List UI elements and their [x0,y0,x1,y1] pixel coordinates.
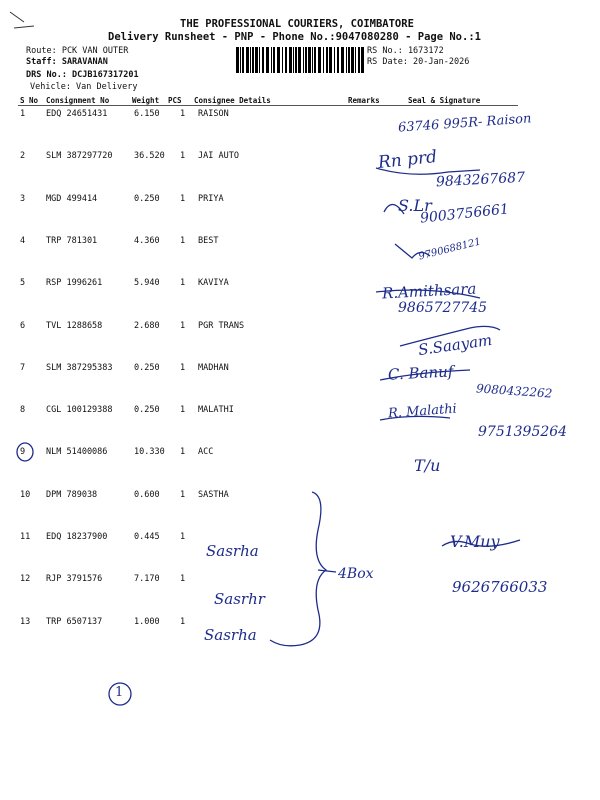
signature-group: V.Muy [450,532,500,551]
row-pcs: 1 [180,194,186,204]
row-consignee: JAI AUTO [198,151,239,161]
row-weight: 6.150 [134,109,160,119]
row-consignee: PRIYA [198,194,224,204]
row-consignment-no: MGD 499414 [46,194,98,204]
row-pcs: 1 [180,617,186,627]
row-consignment-no: DPM 789038 [46,490,98,500]
signature-row-9: T/u [414,456,441,475]
route-text: Route: PCK VAN OUTER [26,46,129,56]
row-pcs: 1 [180,151,186,161]
row-weight: 36.520 [134,151,165,161]
row-consignment-no: EDQ 18237900 [46,532,108,542]
row-pcs: 1 [180,278,186,288]
runsheet-title: Delivery Runsheet - PNP - Phone No.:9047080280 - Page No.:1 [108,31,481,43]
row-consignment-no: TRP 781301 [46,236,98,246]
row-pcs: 1 [180,405,186,415]
signature-row-8: R. Malathi [387,401,458,422]
row-weight: 2.680 [134,321,160,331]
row-pcs: 1 [180,363,186,373]
row-sno: 13 [20,617,31,627]
signature-row-5: R.Amithsara [381,279,477,303]
row-consignee: ACC [198,447,214,457]
phone-row-2: 9843267687 [435,169,526,191]
row-pcs: 1 [180,236,186,246]
row-consignee: SASTHA [198,490,229,500]
signature-row-3: S.Lr [398,196,432,215]
signature-row-1: 63746 995R- Raison [397,111,532,136]
col-consignment: Consignment No [46,96,110,105]
row-consignment-no: NLM 51400086 [46,447,108,457]
staff-text: Staff: SARAVANAN [26,57,108,67]
row-sno: 7 [20,363,26,373]
row-pcs: 1 [180,490,186,500]
rs-number: RS No.: 1673172 [367,46,444,56]
consignee-row-11-handwritten: Sasrha [206,542,259,560]
row-weight: 0.445 [134,532,160,542]
col-consignee: Consignee Details [194,96,271,105]
row-pcs: 1 [180,532,186,542]
rs-date: RS Date: 20-Jan-2026 [367,57,470,67]
row-pcs: 1 [180,574,186,584]
row-sno: 9 [20,447,26,457]
row-consignment-no: TRP 6507137 [46,617,103,627]
row-consignee: RAISON [198,109,229,119]
drs-number: DRS No.: DCJB167317201 [26,70,139,80]
row-sno: 2 [20,151,26,161]
row-consignee: KAVIYA [198,278,229,288]
row-sno: 8 [20,405,26,415]
row-consignment-no: RSP 1996261 [46,278,103,288]
phone-row-3: 9003756661 [419,201,510,227]
row-sno: 6 [20,321,26,331]
row-consignment-no: RJP 3791576 [46,574,103,584]
row-consignee: MALATHI [198,405,234,415]
row-consignee: MADHAN [198,363,229,373]
col-weight: Weight [132,96,160,105]
row-weight: 0.250 [134,194,160,204]
consignee-row-13-handwritten: Sasrha [204,626,257,644]
consignee-row-12-handwritten: Sasrhr [214,590,265,608]
row-9-circle-mark [17,443,33,461]
row-pcs: 1 [180,447,186,457]
signature-row-7: C. Banuf [387,362,454,384]
row-sno: 1 [20,109,26,119]
signature-row-4: 9790688121 [417,236,483,263]
row-consignment-no: SLM 387297720 [46,151,113,161]
row-consignee: BEST [198,236,219,246]
col-remarks: Remarks [348,96,380,105]
phone-row-7: 9080432262 [475,381,553,401]
col-seal-signature: Seal & Signature [408,96,481,105]
phone-row-8: 9751395264 [478,424,568,440]
row-weight: 10.330 [134,447,165,457]
row-weight: 1.000 [134,617,160,627]
circled-number: 1 [115,685,124,700]
col-sno: S No [20,96,39,105]
row-consignment-no: CGL 100129388 [46,405,113,415]
signature-row-6: S.Saayam [417,330,494,360]
row-sno: 3 [20,194,26,204]
row-consignee: PGR TRANS [198,321,245,331]
row-pcs: 1 [180,321,186,331]
row-weight: 5.940 [134,278,160,288]
row-sno: 12 [20,574,31,584]
row-weight: 0.250 [134,363,160,373]
row-consignment-no: SLM 387295383 [46,363,113,373]
row-sno: 11 [20,532,31,542]
col-pcs: PCS [168,96,182,105]
row-sno: 4 [20,236,26,246]
row-pcs: 1 [180,109,186,119]
row-sno: 5 [20,278,26,288]
company-name: THE PROFESSIONAL COURIERS, COIMBATORE [180,18,414,30]
vehicle-text: Vehicle: Van Delivery [30,82,138,92]
row-consignment-no: TVL 1288658 [46,321,103,331]
signature-row-2: Rn prd [377,146,438,174]
row-weight: 0.250 [134,405,160,415]
box-count-note: 4Box [338,566,374,582]
row-weight: 7.170 [134,574,160,584]
phone-group: 9626766033 [452,578,548,596]
phone-row-5: 9865727745 [398,300,488,316]
row-weight: 0.600 [134,490,160,500]
row-consignment-no: EDQ 24651431 [46,109,108,119]
row-sno: 10 [20,490,31,500]
row-weight: 4.360 [134,236,160,246]
curly-brace [270,492,326,646]
